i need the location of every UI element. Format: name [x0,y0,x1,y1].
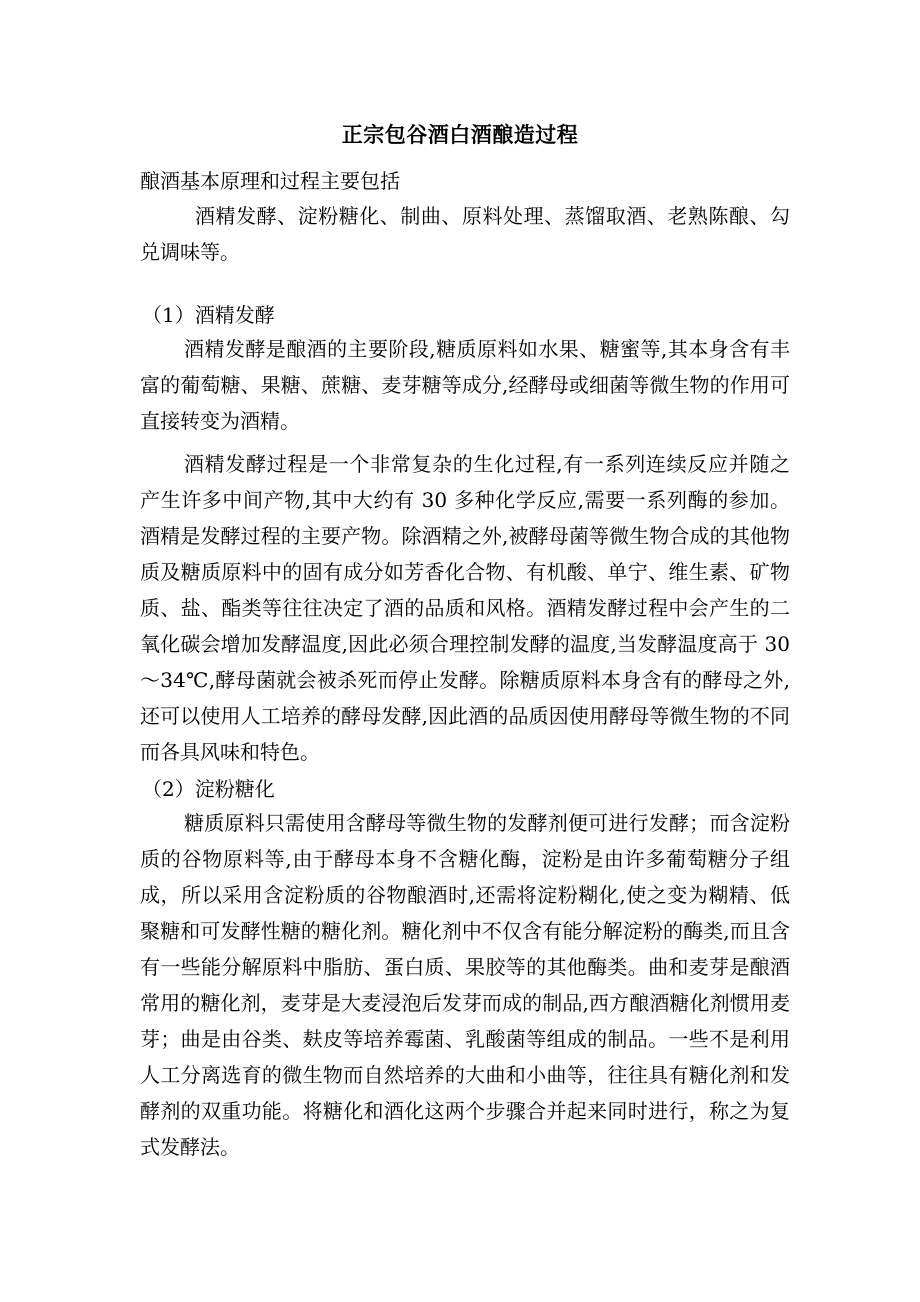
document-title: 正宗包谷酒白酒酿造过程 [341,122,579,147]
section-heading: （1）酒精发酵 [142,303,275,327]
section-starch-saccharification [140,774,790,1165]
intro-paragraph: 酒精发酵、淀粉糖化、制曲、原料处理、蒸馏取酒、老熟陈酿、勾兑调味等。 [140,204,790,264]
section-heading: （2）淀粉糖化 [142,777,275,801]
paragraph: 糖质原料只需使用含酵母等微生物的发酵剂便可进行发酵；而含淀粉质的谷物原料等,由于酵母本身不含糖化酶，淀粉是由许多葡萄糖分子组成，所以采用含淀粉质的谷物酿酒时,还需将淀粉糊化,使之变为糊精、低聚糖和可发酵性糖的糖化剂。糖化剂中不仅含有能分解淀粉的酶类,而且含有一些能分解原料中脂肪、蛋白质、果胶等的其他酶类。曲和麦芽是酿酒常用的糖化剂，麦芽是大麦浸泡后发芽而成的制品,西方酿酒糖化剂惯用麦芽；曲是由谷类、麸皮等培养霉菌、乳酸菌等组成的制品。一些不是利用人工分离选育的微生物而自然培养的大曲和小曲等，往往具有糖化剂和发酵剂的双重功能。将糖化和酒化这两个步骤合并起来同时进行，称之为复式发酵法。 [140,811,790,1159]
intro-heading: 酿酒基本原理和过程主要包括 [140,169,400,193]
paragraph: 酒精发酵过程是一个非常复杂的生化过程,有一系列连续反应并随之产生许多中间产物,其中大约有 30 多种化学反应,需要一系列酶的参加。酒精是发酵过程的主要产物。除酒精之外,被酵母菌等微生物合成的其他物质及糖质原料中的固有成分如芳香化合物、有机酸、单宁、维生素、矿物质、盐、酯类等往往决定了酒的品质和风格。酒精发酵过程中会产生的二氧化碳会增加发酵温度,因此必须合理控制发酵的温度,当发酵温度高于 30～34℃,酵母菌就会被杀死而停止发酵。除糖质原料本身含有的酵母之外,还可以使用人工培养的酵母发酵,因此酒的品质因使用酵母等微生物的不同而各具风味和特色。 [140,452,790,764]
section-alcohol-fermentation [140,300,790,770]
paragraph: 酒精发酵是酿酒的主要阶段,糖质原料如水果、糖蜜等,其本身含有丰富的葡萄糖、果糖、蔗糖、麦芽糖等成分,经酵母或细菌等微生物的作用可直接转变为酒精。 [140,337,790,433]
